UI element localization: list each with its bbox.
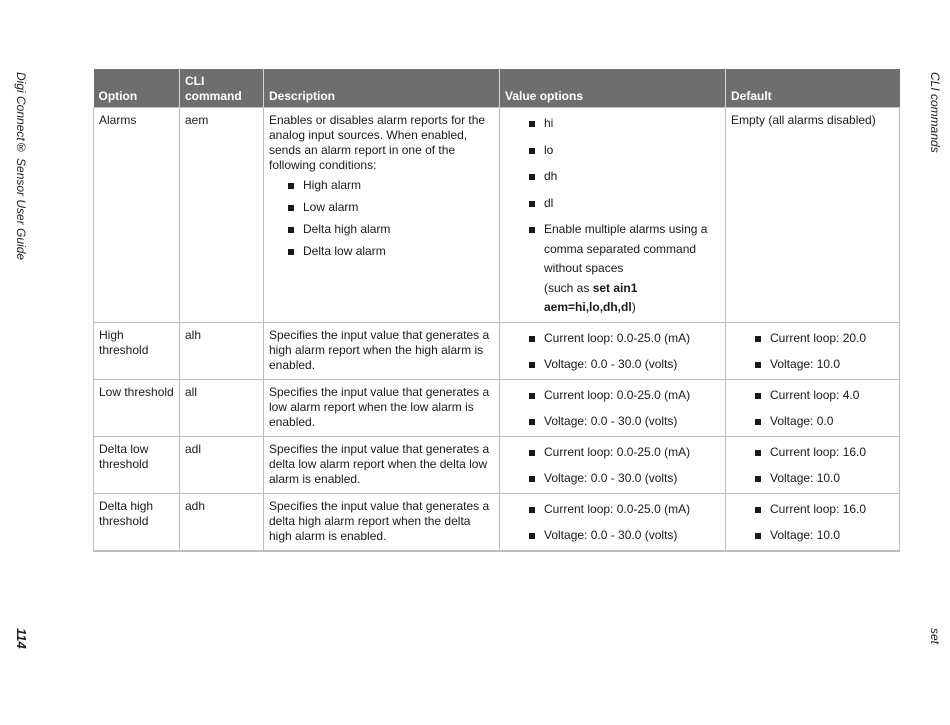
list-item: Voltage: 0.0 - 30.0 (volts): [528, 355, 720, 375]
value-options-list: [528, 114, 720, 318]
default-cell: Empty (all alarms disabled): [726, 108, 900, 323]
list-item: Voltage: 10.0: [754, 469, 894, 489]
table-row-low-threshold: [94, 379, 900, 436]
list-item: Current loop: 20.0: [754, 329, 894, 349]
page-number: 114: [14, 628, 29, 649]
value-options-list: [528, 329, 720, 375]
running-footer-command: set: [928, 628, 942, 645]
cli-cell: adl: [180, 436, 264, 493]
list-item: hi: [528, 114, 720, 134]
example-command: set ain1 aem=hi,lo,dh,dl: [544, 280, 638, 314]
list-item: Current loop: 16.0: [754, 443, 894, 463]
list-item: Current loop: 0.0-25.0 (mA): [528, 386, 720, 406]
list-item-multiple-alarms: [528, 220, 720, 318]
alarm-conditions-list: [287, 176, 494, 262]
option-cell: Alarms: [94, 108, 180, 323]
list-item: Voltage: 0.0 - 30.0 (volts): [528, 412, 720, 432]
running-header-guide-title: Digi Connect® Sensor User Guide: [14, 72, 28, 261]
list-item: dh: [528, 167, 720, 187]
value-options-cell: [500, 436, 726, 493]
table-row-delta-low-threshold: [94, 436, 900, 493]
option-cell: Delta low threshold: [94, 436, 180, 493]
table-row-high-threshold: [94, 322, 900, 379]
list-item: Current loop: 0.0-25.0 (mA): [528, 329, 720, 349]
list-item: Voltage: 0.0: [754, 412, 894, 432]
description-cell: Specifies the input value that generates a delta high alarm report when the delta high alarm is enabled.: [264, 493, 500, 551]
header-option: Option: [94, 69, 180, 108]
default-cell: [726, 322, 900, 379]
list-item: Current loop: 16.0: [754, 500, 894, 520]
description-cell: [264, 108, 500, 323]
list-item: Low alarm: [287, 198, 494, 218]
default-values-list: [754, 386, 894, 432]
value-options-list: [528, 500, 720, 546]
default-cell: [726, 379, 900, 436]
header-default: Default: [726, 69, 900, 108]
list-item: lo: [528, 141, 720, 161]
list-item: Voltage: 0.0 - 30.0 (volts): [528, 469, 720, 489]
note-prefix: (such as: [544, 280, 593, 295]
description-cell: Specifies the input value that generates a delta low alarm report when the delta low alarm is enabled.: [264, 436, 500, 493]
list-item: Current loop: 0.0-25.0 (mA): [528, 500, 720, 520]
value-options-cell: [500, 108, 726, 323]
value-options-cell: [500, 493, 726, 551]
list-item: Voltage: 10.0: [754, 526, 894, 546]
default-values-list: [754, 329, 894, 375]
list-item: Delta high alarm: [287, 220, 494, 240]
description-text: Enables or disables alarm reports for the analog input sources. When enabled, sends an alarm report in one of the following conditions:: [269, 113, 486, 172]
description-cell: Specifies the input value that generates a high alarm report when the high alarm is enabled.: [264, 322, 500, 379]
list-item: dl: [528, 194, 720, 214]
header-description: Description: [264, 69, 500, 108]
cli-cell: adh: [180, 493, 264, 551]
cli-cell: alh: [180, 322, 264, 379]
option-cell: Low threshold: [94, 379, 180, 436]
header-value-options: Value options: [500, 69, 726, 108]
table-row-delta-high-threshold: [94, 493, 900, 551]
description-cell: Specifies the input value that generates a low alarm report when the low alarm is enabled.: [264, 379, 500, 436]
table-row-alarms: [94, 108, 900, 323]
running-header-section: CLI commands: [928, 72, 942, 153]
table-header-row: [94, 69, 900, 108]
value-options-cell: [500, 379, 726, 436]
default-cell: [726, 436, 900, 493]
default-cell: [726, 493, 900, 551]
value-options-list: [528, 443, 720, 489]
multiple-alarms-text: Enable multiple alarms using a comma separated command without spaces: [544, 222, 708, 275]
cli-cell: aem: [180, 108, 264, 323]
note-suffix: ): [631, 300, 636, 314]
list-item: High alarm: [287, 176, 494, 196]
value-options-list: [528, 386, 720, 432]
ain-settings-table: [93, 69, 900, 552]
value-options-cell: [500, 322, 726, 379]
list-item: Voltage: 0.0 - 30.0 (volts): [528, 526, 720, 546]
list-item: Current loop: 0.0-25.0 (mA): [528, 443, 720, 463]
list-item: Voltage: 10.0: [754, 355, 894, 375]
header-cli-command: CLI command: [180, 69, 264, 108]
list-item: Delta low alarm: [287, 242, 494, 262]
option-cell: High threshold: [94, 322, 180, 379]
option-cell: Delta high threshold: [94, 493, 180, 551]
list-item: Current loop: 4.0: [754, 386, 894, 406]
example-note: [544, 279, 720, 318]
cli-cell: all: [180, 379, 264, 436]
default-values-list: [754, 500, 894, 546]
default-values-list: [754, 443, 894, 489]
